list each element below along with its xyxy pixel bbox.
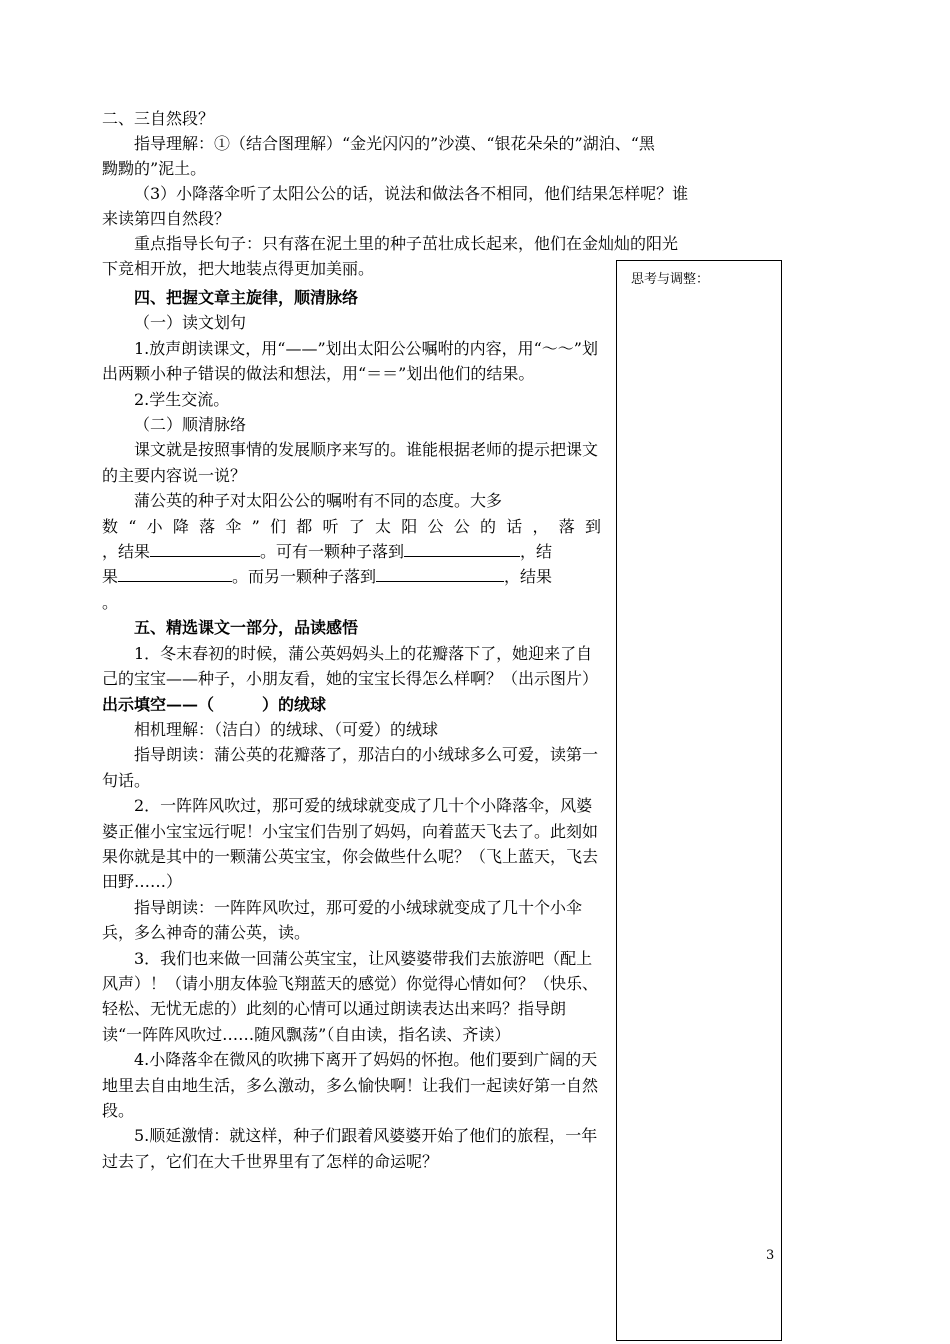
page-number: 3 (766, 1248, 775, 1263)
text: 。可有一颗种子落到 (260, 542, 405, 562)
text: 1．冬末春初的时候，蒲公英妈妈头上的花瓣落下了，她迎来了自己的宝宝——种子，小朋友看，她的宝宝长得怎么样啊？（出示图片） (102, 643, 599, 689)
text: ，结果 (102, 542, 151, 562)
top-line-3: 黝黝的”泥土。 (102, 159, 207, 178)
paragraph-end: 。 (102, 592, 119, 612)
paragraph: 2．一阵阵风吹过，那可爱的绒球就变成了几十个小降落伞，风婆婆正催小宝宝远行呢！小宝宝们告别了妈妈，向着蓝天飞去了。此刻如果你就是其中的一颗蒲公英宝宝，你会做些什么呢？（飞上蓝天，飞去田野……） (102, 796, 599, 892)
paragraph: 指导朗读：蒲公英的花瓣落了，那洁白的小绒球多么可爱，读第一句话。 (102, 745, 599, 790)
top-line-4: （3）小降落伞听了太阳公公的话，说法和做法各不相同，他们结果怎样呢？谁 (134, 184, 689, 203)
top-line-5: 来读第四自然段？ (102, 209, 231, 228)
paragraph: 蒲公英的种子对太阳公公的嘱咐有不同的态度。大多 (134, 491, 503, 511)
paragraph: 4.小降落伞在微风的吹拂下离开了妈妈的怀抱。他们要到广阔的天地里去自由地生活，多么激动，多么愉快啊！让我们一起读好第一自然段。 (102, 1050, 599, 1120)
paragraph: 指导朗读：一阵阵风吹过，那可爱的小绒球就变成了几十个小伞兵，多么神奇的蒲公英，读。 (102, 897, 583, 943)
text: 。而另一颗种子落到 (232, 567, 377, 587)
paragraph-line: 数“小降落伞”们都听了太阳公公的话，落到 (102, 516, 601, 536)
paragraph (102, 641, 601, 717)
paragraph: 2.学生交流。 (134, 389, 230, 409)
top-line-7: 下竞相开放，把大地装点得更加美丽。 (102, 259, 375, 278)
section-5-heading: 五、精选课文一部分，品读感悟 (134, 618, 359, 638)
blank-line (404, 539, 520, 557)
blank-line (118, 564, 232, 582)
paragraph: 相机理解：（洁白）的绒球、（可爱）的绒球 (134, 719, 439, 739)
text: 果 (102, 567, 119, 587)
paragraph: 5.顺延激情：就这样，种子们跟着风婆婆开始了他们的旅程，一年过去了，它们在大千世界里有了怎样的命运呢？ (102, 1126, 598, 1171)
paragraph: 3．我们也来做一回蒲公英宝宝，让风婆婆带我们去旅游吧（配上风声）！（请小朋友体验飞翔蓝天的感觉）你觉得心情如何？（快乐、轻松、无忧无虑的）此刻的心情可以通过朗读表达出来吗？指导朗读“一阵阵风吹过……随风飘荡”（自由读，指名读、齐读） (102, 948, 599, 1044)
text: ，结 (520, 542, 553, 562)
paragraph: 课文就是按照事情的发展顺序来写的。谁能根据老师的提示把课文的主要内容说一说？ (102, 440, 599, 485)
section-4-heading: 四、把握文章主旋律，顺清脉络 (134, 288, 359, 307)
main-column (102, 285, 601, 1174)
reflection-box (616, 260, 782, 1341)
top-text (102, 106, 778, 281)
fill-blank-line (102, 564, 601, 589)
blank-line (150, 539, 260, 557)
fill-blank-prompt: 出示填空——（ ）的绒球 (102, 694, 327, 714)
top-line-1: 二、三自然段？ (102, 109, 215, 128)
fill-blank-line (102, 539, 601, 564)
paragraph: 1.放声朗读课文，用“——”划出太阳公公嘱咐的内容，用“～～”划出两颗小种子错误的做法和想法，用“＝＝”划出他们的结果。 (102, 338, 598, 384)
reflection-box-title: 思考与调整： (631, 272, 710, 287)
subsection-4-2: （二）顺清脉络 (134, 415, 247, 435)
blank-line (376, 564, 504, 582)
top-line-6: 重点指导长句子：只有落在泥土里的种子茁壮成长起来，他们在金灿灿的阳光 (134, 234, 679, 253)
top-line-2: 指导理解：①（结合图理解）“金光闪闪的”沙漠、“银花朵朵的”湖泊、“黑 (134, 134, 655, 153)
text: ，结果 (504, 567, 553, 587)
subsection-4-1: （一）读文划句 (134, 313, 247, 333)
